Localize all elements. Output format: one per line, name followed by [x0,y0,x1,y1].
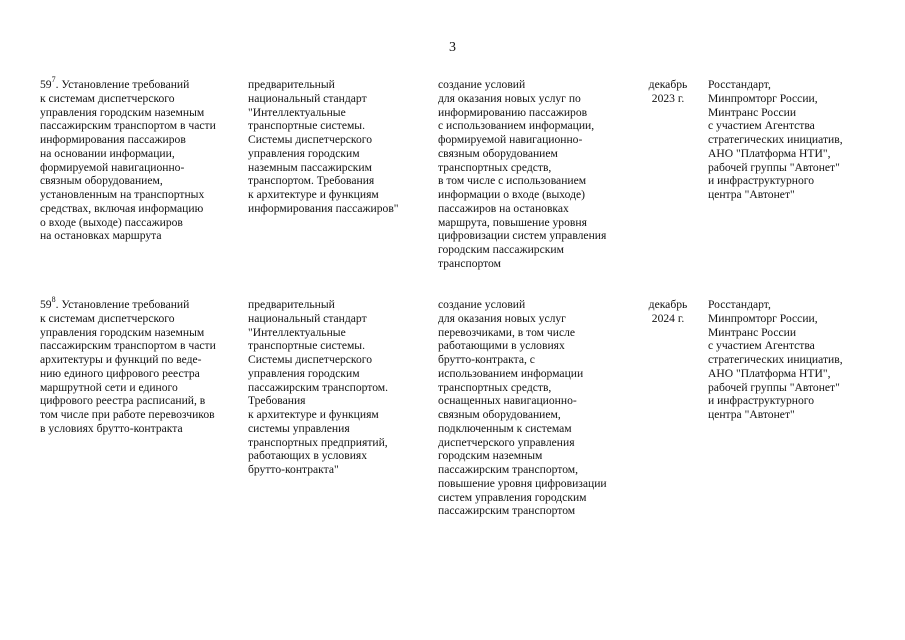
responsible-line: с участием Агентства [708,339,815,353]
deadline-line: декабрь [648,78,688,91]
measure-line: средствах, включая информацию [40,201,204,215]
responsible-line: Росстандарт, [708,298,771,311]
document-line: транспортных предприятий, [248,435,388,449]
responsible-line: с участием Агентства [708,119,815,133]
result-line: диспетчерского управления [438,435,575,449]
result-line: маршрута, повышение уровня [438,215,587,229]
measure-line: пассажирским транспортом в части [40,339,216,353]
responsible-line: рабочей группы "Автонет" [708,380,840,394]
result-line: повышение уровня цифровизации [438,476,607,490]
measure-line [40,295,240,312]
result-line: городским пассажирским [438,243,564,256]
document-line: транспортные системы. [248,339,365,353]
result-line: оснащенных навигационно- [438,394,577,408]
deadline-line: 2024 г. [651,311,685,325]
result-line: городским наземным [438,449,543,463]
document-line: брутто-контракта" [248,463,339,476]
responsible-line: Росстандарт, [708,78,771,91]
document-line: "Интеллектуальные [248,325,346,339]
result-line: транспортных средств, [438,160,552,174]
document-line: управления городским [248,366,360,380]
responsible-line: рабочей группы "Автонет" [708,160,840,174]
deadline-cell [640,298,696,326]
result-line: работающими в условиях [438,339,565,353]
document-type-cell [248,78,428,216]
result-line: перевозчиками, в том числе [438,325,576,339]
measure-line: архитектуры и функций по веде- [40,353,202,366]
result-line: для оказания новых услуг по [438,91,581,105]
result-line: пассажирским транспортом, [438,463,579,476]
responsible-line: и инфраструктурного [708,394,815,408]
expected-result-cell [438,78,633,271]
result-line: пассажиров на остановках [438,201,569,215]
responsible-line: Минтранс России [708,325,797,339]
item-number-superscript: 7 [51,75,56,85]
result-line: для оказания новых услуг [438,311,566,325]
result-line: с использованием информации, [438,119,595,133]
responsible-cell [708,298,868,422]
deadline-line: декабрь [648,298,688,311]
measure-line: на основании информации, [40,146,175,160]
responsible-line: центра "Автонет" [708,188,795,201]
measure-line: формируемой навигационно- [40,160,185,174]
deadline-line: 2023 г. [651,91,685,105]
result-line: связным оборудованием, [438,408,561,421]
result-line: цифровизации систем управления [438,229,607,243]
measure-line: связным оборудованием, [40,174,163,188]
measure-line [40,75,240,92]
document-line: национальный стандарт [248,311,367,325]
responsible-line: АНО "Платформа НТИ", [708,366,831,380]
item-number-base: 59 [40,78,52,91]
document-line: "Интеллектуальные [248,105,346,119]
responsible-line: стратегических инициатив, [708,353,843,366]
page-number: 3 [449,40,456,55]
document-line: наземным пассажирским [248,160,372,174]
responsible-line: Минпромторг России, [708,311,818,325]
responsible-cell [708,78,868,202]
measure-line: в условиях брутто-контракта [40,421,183,435]
result-line: создание условий [438,78,526,91]
measure-line-text: . Установление требований [55,78,190,91]
responsible-line: АНО "Платформа НТИ", [708,146,831,160]
responsible-line: и инфраструктурного [708,174,815,188]
document-line: предварительный [248,78,335,91]
item-number [40,295,56,311]
measure-line: маршрутной сети и единого [40,380,178,394]
item-number-base: 59 [40,298,52,311]
result-line: в том числе с использованием [438,174,587,188]
measure-line: к системам диспетчерского [40,91,175,105]
deadline-cell [640,78,696,106]
measure-line: на остановках маршрута [40,229,162,243]
document-line: Системы диспетчерского [248,133,373,146]
document-line: к архитектуре и функциям [248,188,379,201]
result-line: пассажирским транспортом [438,504,576,518]
item-number-superscript: 8 [51,295,56,305]
measure-line: установленным на транспортных [40,188,205,201]
measure-line: управления городским наземным [40,105,205,119]
result-line: формируемой навигационно- [438,133,583,146]
document-line: к архитектуре и функциям [248,408,379,421]
item-number [40,75,56,91]
document-line: работающих в условиях [248,449,368,463]
result-line: транспортных средств, [438,380,552,394]
result-line: использованием информации [438,366,584,380]
measure-line-text: . Установление требований [55,298,190,311]
measure-line: о входе (выходе) пассажиров [40,215,183,229]
measure-line: том числе при работе перевозчиков [40,408,215,421]
document-line: управления городским [248,146,360,160]
document-line: предварительный [248,298,335,311]
document-line: системы управления [248,421,350,435]
result-line: связным оборудованием [438,146,558,160]
result-line: информации о входе (выходе) [438,188,586,201]
measure-cell [40,295,240,436]
result-line: транспортом [438,256,501,270]
result-line: подключенным к системам [438,421,572,435]
expected-result-cell [438,298,633,518]
document-line: Требования [248,394,306,408]
document-line: Системы диспетчерского [248,353,373,366]
responsible-line: Минтранс России [708,105,797,119]
result-line: создание условий [438,298,526,311]
responsible-line: Минпромторг России, [708,91,818,105]
measure-cell [40,75,240,243]
measure-line: пассажирским транспортом в части [40,119,216,133]
measure-line: управления городским наземным [40,325,205,339]
measure-line: цифрового реестра расписаний, в [40,394,206,408]
result-line: информированию пассажиров [438,105,588,119]
document-line: пассажирским транспортом. [248,380,389,394]
measure-line: к системам диспетчерского [40,311,175,325]
document-line: транспортом. Требования [248,174,375,188]
measure-line: нию единого цифрового реестра [40,366,200,380]
result-line: брутто-контракта, с [438,353,535,366]
responsible-line: центра "Автонет" [708,408,795,421]
document-line: национальный стандарт [248,91,367,105]
result-line: систем управления городским [438,490,587,504]
document-line: транспортные системы. [248,119,365,133]
responsible-line: стратегических инициатив, [708,133,843,146]
document-type-cell [248,298,428,477]
measure-line: информирования пассажиров [40,133,186,146]
document-line: информирования пассажиров" [248,201,399,215]
